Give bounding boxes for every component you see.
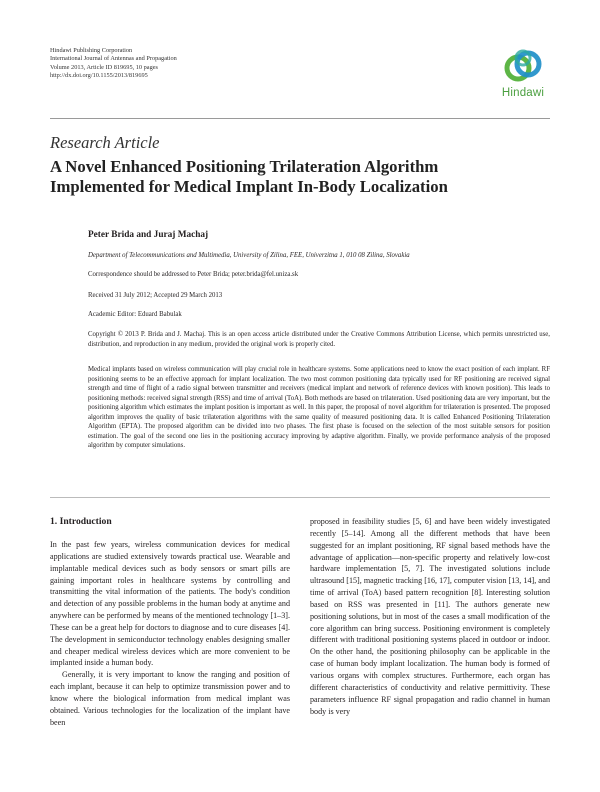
journal-name: International Journal of Antennas and Propagation <box>50 55 177 63</box>
publisher-name: Hindawi Publishing Corporation <box>50 47 133 54</box>
title-line: A Novel Enhanced Positioning Trilateration Algorithm <box>50 157 439 176</box>
academic-editor: Academic Editor: Eduard Babulak <box>88 311 182 318</box>
paragraph: In the past few years, wireless communication devices for medical applications are studied extensively towards practical use. Wearable and implantable medical devices such as body sensors or smart pills are gaining important roles in healthcare systems by controlling and transmitting the vital information of the patients. The body's condition and detection of any possible problems in the human body at anytime and anywhere can be performed by means of the mentioned technology [1–3]. These can be a great help for doctors to diagnose and to cure diseases [4]. The development in semiconductor technology enables designing smaller and cheaper medical wireless devices which are more convenient to be implanted inside a human body. <box>50 540 290 668</box>
correspondence: Correspondence should be addressed to Peter Brida; peter.brida@fel.uniza.sk <box>88 271 299 278</box>
left-column <box>50 539 290 729</box>
journal-header <box>50 47 177 81</box>
abstract: Medical implants based on wireless communication will play crucial role in healthcare systems. Some applications need to know the exact position of each implant. RF positioning seems to be an effective approach for implant localization. The two most common positioning data typically used for RF positioning are received signal strength and time of flight of a radio signal between transmitter and receivers (medical implant and network of reference devices with known position). This leads to positioning methods: received signal strength (RSS) and time of arrival (ToA). Both methods are based on trilateration. Used positioning data are very important, but the positioning algorithm which estimates the implant position is important as well. In this paper, the proposal of novel algorithm for trilateration is presented. The proposed algorithm improves the quality of basic trilateration algorithms with the same quality of measured positioning data. It is called Enhanced Positioning Trilateration Algorithm (EPTA). The proposed algorithm can be divided into two phases. The first phase is focused on the selection of the most suitable sensors for position estimation. The goal of the second one lies in the positioning accuracy improving by adaptive algorithm. Finally, we provide performance analysis of the proposed algorithm by computer simulations. <box>88 366 550 449</box>
received-accepted-dates: Received 31 July 2012; Accepted 29 March 2013 <box>88 292 223 299</box>
right-column <box>310 516 550 717</box>
doi-link[interactable]: http://dx.doi.org/10.1155/2013/819695 <box>50 72 148 80</box>
section-heading: 1. Introduction <box>50 516 112 527</box>
copyright-notice: Copyright © 2013 P. Brida and J. Machaj. This is an open access article distributed under the Creative Commons Attribution License, which permits unrestricted use, distribution, and reproduction in any medium, provided the original work is properly cited. <box>88 331 550 348</box>
title-line: Implemented for Medical Implant In-Body Localization <box>50 176 448 196</box>
paragraph: Generally, it is very important to know the ranging and position of each implant, because it can help to optimize transmission power and to know where the biological information from medical implant was obtained. Various technologies for the localization of the implant have been <box>50 670 290 727</box>
paper-title <box>50 157 560 196</box>
hindawi-rings-icon <box>495 44 551 88</box>
author-list: Peter Brida and Juraj Machaj <box>88 230 209 240</box>
hindawi-wordmark: Hindawi <box>501 87 545 99</box>
header-divider <box>50 118 550 119</box>
paragraph: proposed in feasibility studies [5, 6] and have been widely investigated recently [5–14]. Among all the different methods that have been suggested for an implant positioning, RF signal based methods have the advantage of application—non-specific property and relatively low-cost hardware implementation [5, 7]. The investigated solutions include ultrasound [15], magnetic tracking [16, 17], computer vision [13, 14], and time of arrival (ToA) based pattern recognition [8]. Interesting solution based on RSS was presented in [11]. The authors generate new positioning solutions, but in most of the cases a small modification of the core algorithm can bring success. Positioning environment is completely different with traditional positioning systems placed in outdoor or indoor. On the other hand, the positioning philosophy can be applicable in the case of human body implant localization. The human body is formed of various organs with complex structures. Furthermore, each organ has different characteristics of conductivity and relative permittivity. These parameters influence RF signal propagation and radio channel in human body is very <box>310 517 550 716</box>
article-type: Research Article <box>50 133 160 152</box>
abstract-divider <box>50 497 550 498</box>
volume-info: Volume 2013, Article ID 819695, 10 pages <box>50 63 158 71</box>
affiliation: Department of Telecommunications and Multimedia, University of Zilina, FEE, Univerzitna 1, 010 08 Zilina, Slovakia <box>88 252 410 259</box>
hindawi-logo <box>495 44 551 106</box>
